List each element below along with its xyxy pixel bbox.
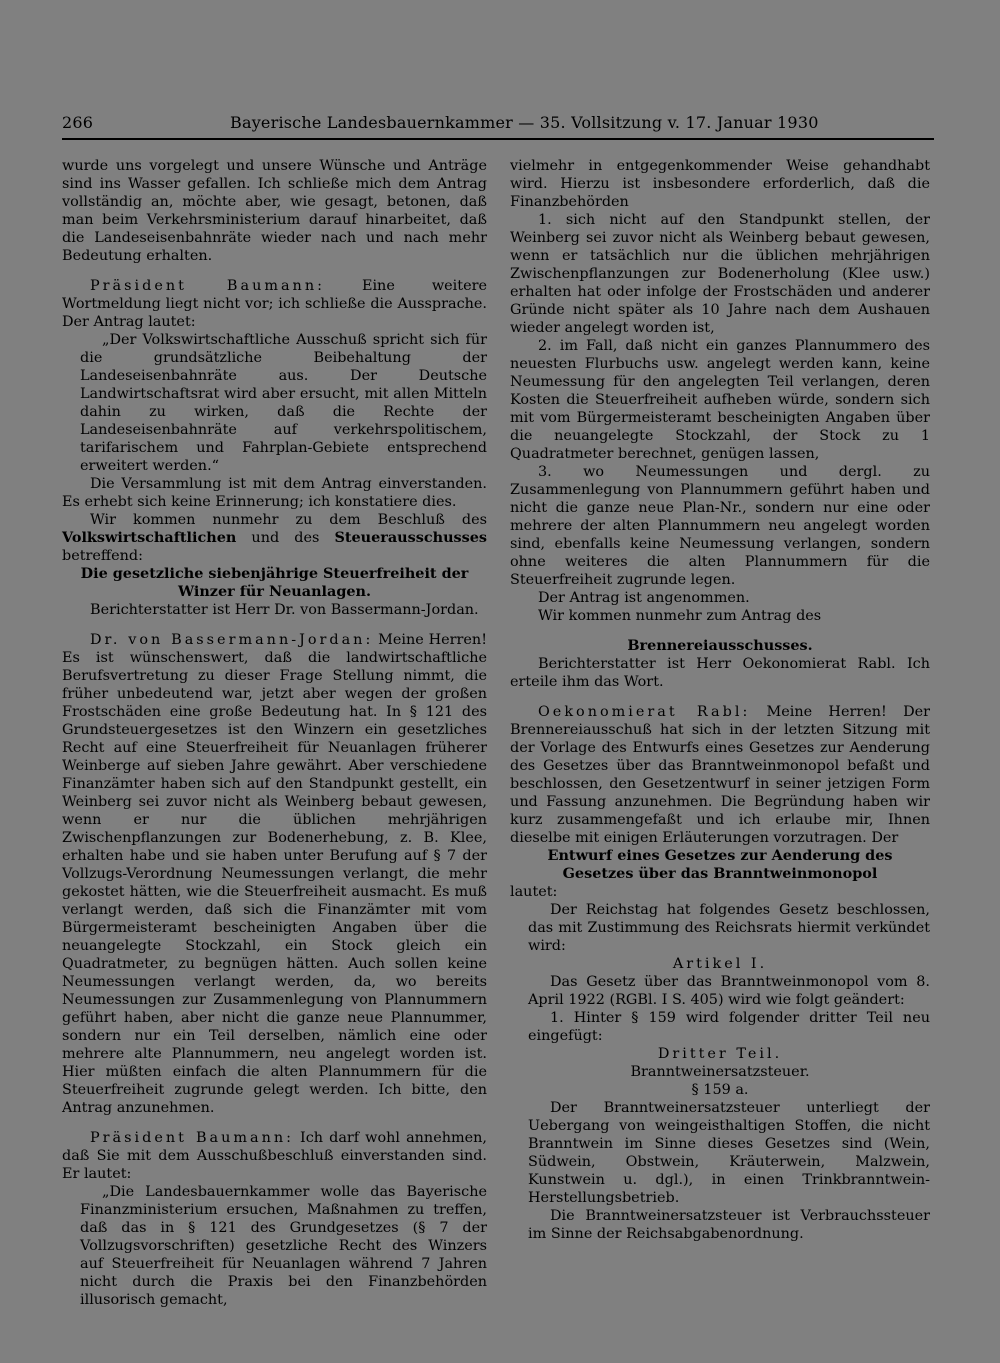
speaker-name: Präsident Baumann: [90, 278, 325, 294]
speaker-paragraph [62, 631, 487, 1117]
paragraph [62, 511, 487, 565]
speaker-text: Meine Herren! Es ist wünschenswert, daß die landwirtschaftliche Berufsvertretung zu dieser Frage Stellung nimmt, die früher unbedeutend war, jetzt aber wegen der großen Frostschäden eine große Bedeutung hat. In § 121 des Grundsteuergesetzes ist den Winzern ein gesetzliches Recht auf eine Steuerfreiheit für Neuanlagen früherer Weinberge auf sieben Jahre gewährt. Aber verschiedene Finanzämter haben sich auf den Standpunkt gestellt, ein Weinberg sei zuvor nicht als Weinberg bebaut gewesen, wenn er nur die üblichen mehrjährigen Zwischenpflanzungen zur Bodenerhebung, z. B. Klee, erhalten habe und sie haben unter Berufung auf § 7 der Vollzugs-Verordnung Neumessungen verlangt, die mehr gekostet hätten, wie die Steuerfreiheit ausmacht. Es muß verlangt werden, daß sich die Finanzämter mit vom Bürgermeisteramt bescheinigten Angaben über die neuangelegte Stockzahl, ein Stock gleich ein Quadratmeter, zu begnügen hätten. Auch sollen keine Neumessungen verlangt werden, da, wo bereits Neumessungen zur Zusammenlegung von Plannummern geführt haben, aber nicht die ganze neue Plannummer, sondern nur ein Teil derselben, nämlich eine oder mehrere alte Plannummern, neu angelegt worden ist. Hier müßten einfach die alten Plannummern für die Steuerfreiheit zugrunde gelegt werden. Ich bitte, den Antrag anzunehmen. [62, 632, 487, 1116]
quoted-motion: „Der Volkswirtschaftliche Ausschuß spricht sich für die grundsätzliche Beibehaltung der Landeseisenbahnräte aus. Der Deutsche Landwirtschaftsrat wird aber ersucht, mit allen Mitteln dahin zu wirken, daß die Rechte der Landeseisenbahnräte auf verkehrspolitischem, tarifarischem und Fahrplan-Gebiete entsprechend erweitert werden.“ [80, 332, 487, 474]
paragraph: Berichterstatter ist Herr Dr. von Bassermann-Jordan. [90, 602, 479, 618]
quoted-law-text: Die Branntweinersatzsteuer ist Verbrauchssteuer im Sinne der Reichsabgabenordnung. [528, 1208, 930, 1242]
text-run: Wir kommen nunmehr zu dem Beschluß des [90, 512, 487, 528]
right-column [510, 157, 930, 1243]
paragraph: vielmehr in entgegenkommender Weise gehandhabt wird. Hierzu ist insbesondere erforderlich, daß die Finanzbehörden [510, 158, 930, 210]
speaker-paragraph [62, 277, 487, 331]
paragraph: lautet: [510, 884, 558, 900]
running-title: Bayerische Landesbauernkammer — 35. Vollsitzung v. 17. Januar 1930 [230, 113, 819, 132]
section-heading: Die gesetzliche siebenjährige Steuerfreiheit der Winzer für Neuanlagen. [80, 565, 469, 600]
speaker-text: Eine weitere Wortmeldung liegt nicht vor; ich schließe die Aussprache. Der Antrag lautet: [62, 278, 487, 330]
header-rule [62, 138, 934, 140]
speaker-paragraph [510, 703, 930, 847]
list-item: 2. im Fall, daß nicht ein ganzes Plannummero des neuesten Flurbuchs usw. angelegt werden kann, keine Neumessung für den angelegten Teil verlangen, deren Kosten die Steuerfreiheit aufheben würde, sondern sich mit vom Bürgermeisteramt bescheinigten Angaben über die neuangelegte Stockzahl, der Stock zu 1 Quadratmeter berechnet, genügen lassen, [510, 338, 930, 462]
paragraph-number: § 159 a. [691, 1082, 749, 1098]
section-heading: Brennereiausschusses. [627, 637, 813, 654]
text-run: betreffend: [62, 548, 143, 564]
list-item: 3. wo Neumessungen und dergl. zu Zusammenlegung von Plannummern geführt haben und nicht die ganze neue Plan-Nr., sondern nur eine oder mehrere der alten Plannummern neu angelegt worden sind, ebenfalls keine Neumessung verlangen, sondern ohne weiteres die alten Plannummern für die Steuerfreiheit zugrunde legen. [510, 464, 930, 588]
left-column [62, 157, 487, 1309]
paragraph: Der Antrag ist angenommen. [538, 590, 750, 606]
part-title: Branntweinersatzsteuer. [630, 1064, 810, 1080]
article-heading: Artikel I. [672, 956, 768, 972]
section-heading: Entwurf eines Gesetzes zur Aenderung des Gesetzes über das Branntweinmonopol [547, 847, 893, 882]
quoted-law-text: Der Reichstag hat folgendes Gesetz beschlossen, das mit Zustimmung des Reichsrats hiermit verkündet wird: [528, 902, 930, 954]
bold-term: Steuerausschusses [334, 529, 487, 546]
text-run: und des [236, 530, 335, 546]
speaker-name: Dr. von Bassermann-Jordan: [90, 632, 374, 648]
speaker-text: Meine Herren! Der Brennereiausschuß hat sich in der letzten Sitzung mit der Vorlage des Entwurfs eines Gesetzes zur Aenderung des Gesetzes über das Branntweinmonopol befaßt und beschlossen, den Gesetzentwurf in seiner jetzigen Form und Fassung anzunehmen. Die Begründung haben wir kurz zusammengefaßt und ich erlaube mir, Ihnen dieselbe mit einigen Erläuterungen vorzutragen. Der [510, 704, 930, 846]
quoted-motion: „Die Landesbauernkammer wolle das Bayerische Finanzministerium ersuchen, Maßnahmen zu treffen, daß das in § 121 des Grundgesetzes (§ 7 der Vollzugsvorschriften) gesetzliche Recht des Winzers auf Steuerfreiheit für Neuanlagen während 7 Jahren nicht durch die Praxis bei den Finanzbehörden illusorisch gemacht, [80, 1184, 487, 1308]
bold-term: Volkswirtschaftlichen [62, 529, 237, 546]
page-number: 266 [62, 113, 94, 132]
paragraph: Die Versammlung ist mit dem Antrag einverstanden. Es erhebt sich keine Erinnerung; ich konstatiere dies. [62, 476, 487, 510]
speaker-text: Ich darf wohl annehmen, daß Sie mit dem Ausschußbeschluß einverstanden sind. Er lautet: [62, 1130, 487, 1182]
paragraph: Berichterstatter ist Herr Oekonomierat Rabl. Ich erteile ihm das Wort. [510, 656, 930, 690]
speaker-paragraph [62, 1129, 487, 1183]
paragraph: wurde uns vorgelegt und unsere Wünsche und Anträge sind ins Wasser gefallen. Ich schließe mich dem Antrag vollständig an, möchte aber, wie gesagt, betonen, daß man beim Verkehrsministerium darauf hinarbeitet, daß die Landeseisenbahnräte wieder nach und nach mehr Bedeutung erhalten. [62, 158, 487, 264]
quoted-law-text: 1. Hinter § 159 wird folgender dritter Teil neu eingefügt: [528, 1010, 930, 1044]
quoted-law-text: Das Gesetz über das Branntweinmonopol vom 8. April 1922 (RGBl. I S. 405) wird wie folgt geändert: [528, 974, 930, 1008]
page-header [62, 113, 932, 137]
part-heading: Dritter Teil. [657, 1046, 783, 1062]
speaker-name: Oekonomierat Rabl: [538, 704, 751, 720]
quoted-law-text: Der Branntweinersatzsteuer unterliegt der Uebergang von weingeisthaltigen Stoffen, die nicht Branntwein im Sinne dieses Gesetzes sind (Wein, Südwein, Obstwein, Kräuterwein, Malzwein, Kunstwein u. dgl.), in einen Trinkbranntwein-Herstellungsbetrieb. [528, 1100, 930, 1206]
paragraph: Wir kommen nunmehr zum Antrag des [538, 608, 822, 624]
speaker-name: Präsident Baumann: [90, 1130, 294, 1146]
list-item: 1. sich nicht auf den Standpunkt stellen, der Weinberg sei zuvor nicht als Weinberg bebaut gewesen, wenn er tatsächlich nur die üblichen mehrjährigen Zwischenpflanzungen zur Bodenerholung (Klee usw.) erhalten hat oder infolge der Frostschäden und anderer Gründe nicht später als 10 Jahre nach dem Aushauen wieder angelegt worden ist, [510, 212, 930, 336]
